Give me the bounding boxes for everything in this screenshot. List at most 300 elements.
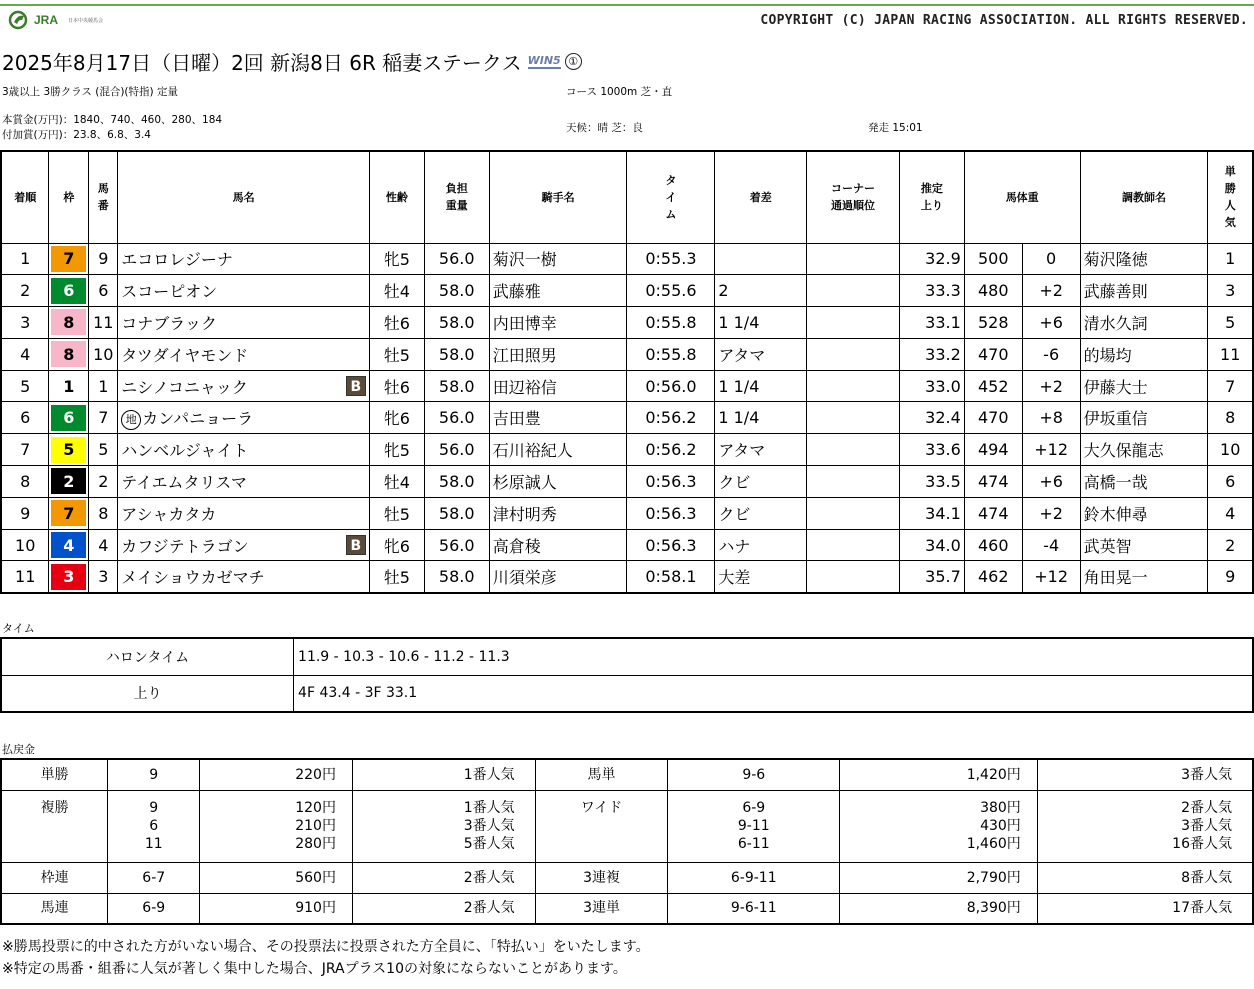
trainer-link[interactable]: 清水久詞	[1080, 307, 1208, 339]
payout-amount: 1,460円	[966, 835, 1021, 852]
rank: 2	[1, 275, 49, 307]
payout-amount: 120円	[295, 799, 336, 816]
sex-age: 牝5	[369, 243, 424, 275]
col-popularity: 単 勝 人 気	[1208, 151, 1253, 243]
payout-amount: 8,390円	[966, 900, 1021, 917]
horse-number: 8	[89, 497, 118, 529]
jockey-link[interactable]: 武藤雅	[489, 275, 627, 307]
last-label: 上り	[1, 675, 294, 712]
corner-position	[807, 338, 900, 370]
sex-age: 牝6	[369, 402, 424, 434]
payout-amount: 380円	[980, 799, 1021, 816]
jra-horse-icon	[8, 10, 30, 30]
payout-row	[1, 759, 1253, 790]
payout-table	[0, 758, 1254, 925]
race-time: 0:55.8	[627, 338, 715, 370]
horse-name-link[interactable]: コナブラック	[121, 313, 217, 333]
horse-name-link[interactable]: ニシノコニャック	[121, 377, 248, 397]
furlong-row	[1, 638, 1253, 675]
payout-label: 払戻金	[2, 743, 35, 756]
results-header-row	[1, 151, 1253, 243]
win5-leg: ①	[565, 53, 582, 70]
combination: 6	[149, 817, 159, 834]
rank: 10	[1, 529, 49, 561]
rank: 6	[1, 402, 49, 434]
carried-weight: 58.0	[424, 466, 489, 498]
waku-cell	[49, 529, 89, 561]
body-weight-diff: +12	[1022, 434, 1080, 466]
jockey-link[interactable]: 菊沢一樹	[489, 243, 627, 275]
results-table	[0, 150, 1254, 594]
waku-cell	[49, 466, 89, 498]
trainer-link[interactable]: 武藤善則	[1080, 275, 1208, 307]
note-1: ※勝馬投票に的中された方がいない場合、その投票法に投票された方全員に、「特払い」をいたします。	[2, 939, 650, 955]
carried-weight: 58.0	[424, 338, 489, 370]
last-3f: 33.2	[899, 338, 964, 370]
last-3f: 33.6	[899, 434, 964, 466]
popularity: 6	[1208, 466, 1253, 498]
popularity: 9	[1208, 561, 1253, 593]
payout-amount: 430円	[980, 817, 1021, 834]
sex-age: 牝6	[369, 529, 424, 561]
corner-position	[807, 275, 900, 307]
payout-amount: 210円	[295, 817, 336, 834]
combination: 11	[144, 835, 163, 852]
logo-text: JRA	[34, 13, 59, 27]
copyright: COPYRIGHT (C) JAPAN RACING ASSOCIATION. ALL RIGHTS RESERVED.	[760, 13, 1248, 28]
waku-badge: 2	[51, 468, 86, 494]
rank: 9	[1, 497, 49, 529]
race-course: コース 1000m 芝・直	[566, 86, 673, 98]
race-time: 0:55.8	[627, 307, 715, 339]
body-weight: 452	[964, 370, 1022, 402]
popularity: 8	[1208, 402, 1253, 434]
horse-cell	[118, 243, 370, 275]
amount-cell	[840, 759, 1038, 790]
race-time: 0:56.3	[627, 466, 715, 498]
amount-cell	[840, 790, 1038, 862]
race-title-row	[2, 47, 582, 76]
race-conditions: 3歳以上 3勝クラス (混合)(特指) 定量	[2, 86, 178, 98]
payout-popularity: 1番人気	[463, 799, 515, 816]
corner-position	[807, 561, 900, 593]
bet-type: 馬単	[535, 759, 668, 790]
jockey-link[interactable]: 石川裕紀人	[489, 434, 627, 466]
rank: 4	[1, 338, 49, 370]
waku-cell	[49, 307, 89, 339]
bet-type: ワイド	[535, 790, 668, 862]
col-body-weight: 馬体重	[964, 151, 1080, 243]
rank: 1	[1, 243, 49, 275]
combination: 6-9	[142, 900, 166, 917]
amount-cell	[200, 862, 353, 893]
body-weight-diff: +6	[1022, 466, 1080, 498]
result-row	[1, 338, 1253, 370]
horse-cell	[118, 466, 370, 498]
waku-badge: 6	[51, 278, 86, 304]
trainer-link[interactable]: 菊沢隆徳	[1080, 243, 1208, 275]
margin: 1 1/4	[715, 370, 807, 402]
payout-popularity: 2番人気	[1181, 799, 1232, 816]
horse-name-link[interactable]: テイエムタリスマ	[121, 472, 247, 492]
combination: 9-11	[737, 817, 770, 834]
payout-amount: 560円	[295, 869, 336, 886]
horse-number: 2	[89, 466, 118, 498]
body-weight-diff: +8	[1022, 402, 1080, 434]
combination: 6-7	[142, 869, 166, 886]
col-last3f: 推定 上り	[899, 151, 964, 243]
payout-popularity: 5番人気	[463, 835, 515, 852]
rank: 5	[1, 370, 49, 402]
carried-weight: 58.0	[424, 497, 489, 529]
body-weight: 470	[964, 402, 1022, 434]
body-weight-diff: +12	[1022, 561, 1080, 593]
horse-cell	[118, 338, 370, 370]
col-trainer: 調教師名	[1080, 151, 1208, 243]
rank: 3	[1, 307, 49, 339]
horse-cell	[118, 529, 370, 561]
margin: ハナ	[715, 529, 807, 561]
prize-extra: 付加賞(万円)：23.8、6.8、3.4	[2, 129, 151, 141]
corner-position	[807, 307, 900, 339]
corner-position	[807, 243, 900, 275]
payout-amount: 2,790円	[966, 869, 1021, 886]
bet-type: 馬連	[1, 893, 108, 924]
trainer-link[interactable]: 武英智	[1080, 529, 1208, 561]
win5-badge: WIN5	[527, 53, 561, 67]
timing-table	[0, 637, 1254, 713]
last-3f: 33.1	[899, 307, 964, 339]
payout-row	[1, 790, 1253, 862]
payout-popularity: 16番人気	[1172, 835, 1232, 852]
body-weight-diff: 0	[1022, 243, 1080, 275]
last-3f: 32.9	[899, 243, 964, 275]
amount-cell	[200, 893, 353, 924]
horse-number: 11	[89, 307, 118, 339]
sex-age: 牡6	[369, 307, 424, 339]
horse-cell	[118, 275, 370, 307]
payout-popularity: 2番人気	[463, 869, 515, 886]
body-weight: 494	[964, 434, 1022, 466]
waku-cell	[49, 497, 89, 529]
local-horse-mark: 地	[121, 410, 141, 430]
combination: 9-6	[742, 766, 766, 783]
horse-name-link[interactable]: カフジテトラゴン	[121, 536, 249, 556]
popularity: 5	[1208, 307, 1253, 339]
amount-cell	[200, 790, 353, 862]
waku-badge: 8	[51, 341, 86, 367]
header-rule	[0, 4, 1254, 6]
last-3f: 33.0	[899, 370, 964, 402]
popularity: 3	[1208, 275, 1253, 307]
body-weight-diff: +2	[1022, 497, 1080, 529]
last-row	[1, 675, 1253, 712]
result-row	[1, 561, 1253, 593]
horse-name-link[interactable]: アシャカタカ	[121, 504, 217, 524]
horse-name-link[interactable]: カンパニョーラ	[142, 409, 254, 429]
combination: 9	[149, 799, 159, 816]
payout-popularity: 3番人気	[1181, 817, 1232, 834]
combo-cell	[108, 862, 200, 893]
sex-age: 牡5	[369, 561, 424, 593]
col-weight: 負担 重量	[424, 151, 489, 243]
race-time: 0:55.6	[627, 275, 715, 307]
col-corner: コーナー 通過順位	[807, 151, 900, 243]
corner-position	[807, 402, 900, 434]
combination: 9	[149, 766, 159, 783]
margin: 2	[715, 275, 807, 307]
race-time: 0:56.0	[627, 370, 715, 402]
jockey-link[interactable]: 高倉稜	[489, 529, 627, 561]
payout-popularity: 2番人気	[463, 900, 515, 917]
waku-cell	[49, 402, 89, 434]
race-time: 0:56.2	[627, 402, 715, 434]
payout-amount: 220円	[295, 766, 336, 783]
margin: クビ	[715, 466, 807, 498]
horse-name-link[interactable]: スコーピオン	[121, 282, 218, 302]
race-time: 0:56.3	[627, 529, 715, 561]
popularity: 4	[1208, 497, 1253, 529]
jra-logo[interactable]	[8, 10, 103, 30]
post-time: 発走 15:01	[868, 122, 923, 134]
waku-badge: 6	[51, 405, 86, 431]
race-time: 0:56.2	[627, 434, 715, 466]
payout-popularity: 1番人気	[463, 766, 515, 783]
jockey-link[interactable]: 内田博幸	[489, 307, 627, 339]
carried-weight: 58.0	[424, 561, 489, 593]
timing-label: タイム	[2, 622, 35, 635]
combination: 6-9	[742, 799, 766, 816]
jockey-link[interactable]: 津村明秀	[489, 497, 627, 529]
payout-row	[1, 893, 1253, 924]
waku-cell	[49, 561, 89, 593]
body-weight-diff: -6	[1022, 338, 1080, 370]
last-3f: 33.5	[899, 466, 964, 498]
last-3f: 34.1	[899, 497, 964, 529]
amount-cell	[200, 759, 353, 790]
logo-subtitle: 日本中央競馬会	[68, 17, 104, 24]
jockey-link[interactable]: 江田照男	[489, 338, 627, 370]
sex-age: 牡6	[369, 370, 424, 402]
bet-type: 複勝	[1, 790, 108, 862]
sex-age: 牡4	[369, 466, 424, 498]
race-title: 2025年8月17日（日曜）2回 新潟8日 6R 稲妻ステークス	[2, 51, 522, 75]
horse-number: 10	[89, 338, 118, 370]
corner-position	[807, 497, 900, 529]
payout-popularity: 17番人気	[1172, 900, 1232, 917]
body-weight-diff: +6	[1022, 307, 1080, 339]
blinker-icon: B	[346, 535, 366, 555]
last-times: 4F 43.4 - 3F 33.1	[294, 675, 1253, 712]
result-row	[1, 370, 1253, 402]
note-2: ※特定の馬番・組番に人気が著しく集中した場合、JRAプラス10の対象にならないことがあります。	[2, 961, 627, 977]
margin	[715, 243, 807, 275]
corner-position	[807, 466, 900, 498]
furlong-label: ハロンタイム	[1, 638, 294, 675]
jockey-link[interactable]: 杉原誠人	[489, 466, 627, 498]
carried-weight: 58.0	[424, 370, 489, 402]
horse-cell	[118, 434, 370, 466]
result-row	[1, 529, 1253, 561]
weather: 天候：晴 芝：良	[566, 122, 643, 134]
payout-amount: 910円	[295, 900, 336, 917]
trainer-link[interactable]: 伊坂重信	[1080, 402, 1208, 434]
trainer-link[interactable]: 角田晃一	[1080, 561, 1208, 593]
carried-weight: 56.0	[424, 434, 489, 466]
horse-cell	[118, 497, 370, 529]
horse-name-link[interactable]: エコロレジーナ	[121, 250, 233, 270]
waku-badge: 7	[51, 246, 86, 272]
combo-cell	[108, 893, 200, 924]
sex-age: 牝5	[369, 434, 424, 466]
payout-popularity: 3番人気	[1181, 766, 1232, 783]
combination: 6-9-11	[730, 869, 777, 886]
margin: アタマ	[715, 434, 807, 466]
margin: アタマ	[715, 338, 807, 370]
col-waku: 枠	[49, 151, 89, 243]
result-row	[1, 434, 1253, 466]
waku-badge: 5	[51, 437, 86, 463]
body-weight: 528	[964, 307, 1022, 339]
waku-cell	[49, 370, 89, 402]
waku-badge: 3	[51, 564, 86, 590]
trainer-link[interactable]: 鈴木伸尋	[1080, 497, 1208, 529]
combination: 6-11	[737, 835, 770, 852]
col-rank: 着順	[1, 151, 49, 243]
corner-position	[807, 529, 900, 561]
rank: 11	[1, 561, 49, 593]
combo-cell	[668, 790, 840, 862]
last-3f: 32.4	[899, 402, 964, 434]
combination: 9-6-11	[730, 900, 777, 917]
margin: 大差	[715, 561, 807, 593]
furlong-times: 11.9 - 10.3 - 10.6 - 11.2 - 11.3	[294, 638, 1253, 675]
blinker-icon: B	[346, 376, 366, 396]
combo-cell	[668, 862, 840, 893]
payout-popularity: 3番人気	[463, 817, 515, 834]
popularity: 2	[1208, 529, 1253, 561]
prize-main: 本賞金(万円)：1840、740、460、280、184	[2, 114, 223, 126]
payout-row	[1, 862, 1253, 893]
body-weight-diff: +2	[1022, 275, 1080, 307]
col-number: 馬 番	[89, 151, 118, 243]
corner-position	[807, 370, 900, 402]
body-weight-diff: -4	[1022, 529, 1080, 561]
popularity: 1	[1208, 243, 1253, 275]
corner-position	[807, 434, 900, 466]
bet-type: 枠連	[1, 862, 108, 893]
carried-weight: 56.0	[424, 243, 489, 275]
horse-name-link[interactable]: タツダイヤモンド	[121, 345, 249, 365]
waku-badge: 4	[51, 532, 86, 558]
trainer-link[interactable]: 伊藤大士	[1080, 370, 1208, 402]
horse-number: 6	[89, 275, 118, 307]
popularity: 11	[1208, 338, 1253, 370]
jockey-link[interactable]: 川須栄彦	[489, 561, 627, 593]
result-row	[1, 307, 1253, 339]
last-3f: 33.3	[899, 275, 964, 307]
bet-type: 3連単	[535, 893, 668, 924]
body-weight: 470	[964, 338, 1022, 370]
payout-popularity: 8番人気	[1181, 869, 1232, 886]
body-weight: 474	[964, 466, 1022, 498]
bet-type: 3連複	[535, 862, 668, 893]
payout-amount: 1,420円	[966, 766, 1021, 783]
last-3f: 34.0	[899, 529, 964, 561]
combo-cell	[108, 790, 200, 862]
payout-amount: 280円	[295, 835, 336, 852]
popularity-cell	[1037, 862, 1253, 893]
result-row	[1, 402, 1253, 434]
result-row	[1, 466, 1253, 498]
horse-number: 9	[89, 243, 118, 275]
race-time: 0:58.1	[627, 561, 715, 593]
body-weight: 474	[964, 497, 1022, 529]
waku-badge: 8	[51, 309, 86, 335]
horse-cell	[118, 307, 370, 339]
carried-weight: 56.0	[424, 529, 489, 561]
result-row	[1, 497, 1253, 529]
amount-cell	[840, 893, 1038, 924]
horse-name-link[interactable]: ハンベルジャイト	[121, 441, 249, 461]
horse-number: 5	[89, 434, 118, 466]
combo-cell	[668, 759, 840, 790]
margin: 1 1/4	[715, 307, 807, 339]
result-row	[1, 275, 1253, 307]
waku-badge: 1	[51, 373, 86, 399]
popularity-cell	[352, 759, 535, 790]
jockey-link[interactable]: 吉田豊	[489, 402, 627, 434]
col-horse: 馬名	[118, 151, 370, 243]
sex-age: 牡5	[369, 338, 424, 370]
horse-number: 4	[89, 529, 118, 561]
last-3f: 35.7	[899, 561, 964, 593]
horse-cell	[118, 561, 370, 593]
jockey-link[interactable]: 田辺裕信	[489, 370, 627, 402]
trainer-link[interactable]: 大久保龍志	[1080, 434, 1208, 466]
waku-cell	[49, 434, 89, 466]
horse-number: 3	[89, 561, 118, 593]
horse-number: 7	[89, 402, 118, 434]
horse-cell	[118, 370, 370, 402]
body-weight: 500	[964, 243, 1022, 275]
horse-name-link[interactable]: メイショウカゼマチ	[121, 568, 265, 588]
body-weight: 480	[964, 275, 1022, 307]
sex-age: 牡4	[369, 275, 424, 307]
trainer-link[interactable]: 的場均	[1080, 338, 1208, 370]
waku-cell	[49, 275, 89, 307]
col-jockey: 騎手名	[489, 151, 627, 243]
popularity-cell	[1037, 790, 1253, 862]
rank: 7	[1, 434, 49, 466]
carried-weight: 58.0	[424, 307, 489, 339]
margin: クビ	[715, 497, 807, 529]
race-time: 0:55.3	[627, 243, 715, 275]
combo-cell	[668, 893, 840, 924]
rank: 8	[1, 466, 49, 498]
col-margin: 着差	[715, 151, 807, 243]
horse-number: 1	[89, 370, 118, 402]
popularity-cell	[1037, 759, 1253, 790]
col-time: タ イ ム	[627, 151, 715, 243]
body-weight: 460	[964, 529, 1022, 561]
combo-cell	[108, 759, 200, 790]
popularity: 10	[1208, 434, 1253, 466]
body-weight: 462	[964, 561, 1022, 593]
horse-cell	[118, 402, 370, 434]
popularity-cell	[352, 790, 535, 862]
trainer-link[interactable]: 高橋一哉	[1080, 466, 1208, 498]
